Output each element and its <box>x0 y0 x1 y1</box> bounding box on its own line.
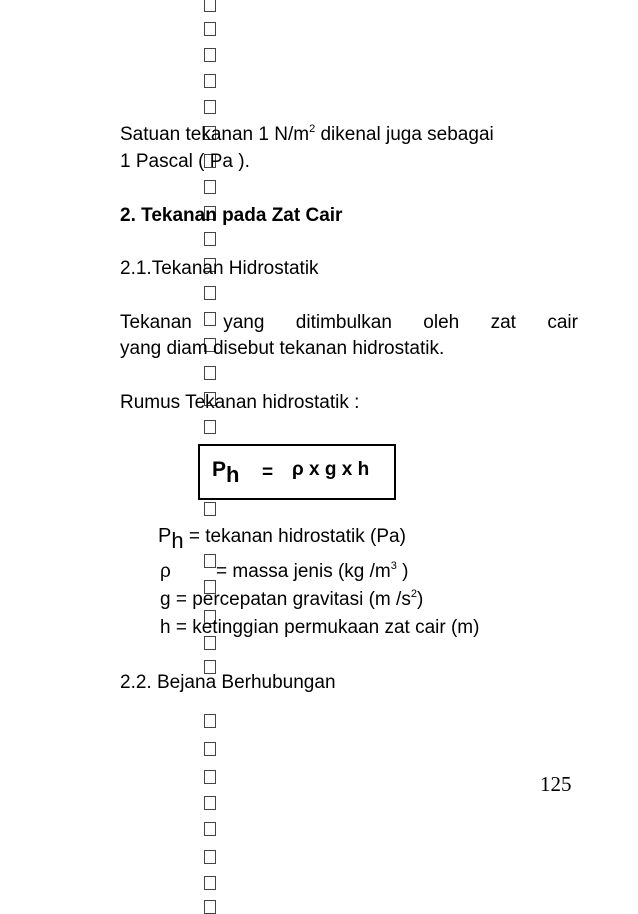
missing-glyph-icon <box>204 850 216 864</box>
word: yang <box>223 312 265 333</box>
formula-lhs <box>212 456 240 487</box>
def-h: h = ketinggian permukaan zat cair (m) <box>160 617 480 638</box>
satuan-text-suffix: dikenal juga sebagai <box>315 124 494 145</box>
superscript-2: 2 <box>309 123 316 135</box>
section-2-heading: 2. Tekanan pada Zat Cair <box>120 205 343 226</box>
missing-glyph-icon <box>204 180 216 194</box>
page-number: 125 <box>540 772 572 796</box>
missing-glyph-icon <box>204 822 216 836</box>
missing-glyph-icon <box>204 0 216 12</box>
missing-glyph-icon <box>204 900 216 914</box>
missing-glyph-icon <box>204 770 216 784</box>
def-g <box>160 589 423 611</box>
missing-glyph-icon <box>204 502 216 516</box>
missing-glyph-icon <box>204 796 216 810</box>
formula-box <box>198 444 396 500</box>
def-ph-text: = tekanan hidrostatik (Pa) <box>183 526 406 547</box>
missing-glyph-icon <box>204 286 216 300</box>
word: zat <box>490 312 516 333</box>
word: ditimbulkan <box>295 312 392 333</box>
def-ph-symbol: P <box>158 525 172 547</box>
formula-subscript-h: h <box>226 462 240 487</box>
missing-glyph-icon <box>204 74 216 88</box>
missing-glyph-icon <box>204 232 216 246</box>
paragraph-line-2: yang diam disebut tekanan hidrostatik. <box>120 338 445 359</box>
def-g-text: g = percepatan gravitasi (m /s <box>160 589 411 610</box>
missing-glyph-icon <box>204 22 216 36</box>
missing-glyph-icon <box>204 100 216 114</box>
formula-equals: = <box>262 462 274 483</box>
missing-glyph-icon <box>204 742 216 756</box>
formula-p: P <box>212 458 227 481</box>
superscript-3: 3 <box>390 560 397 572</box>
satuan-text: Satuan tekanan 1 N/m <box>120 124 310 145</box>
missing-glyph-icon <box>204 48 216 62</box>
rumus-label: Rumus Tekanan hidrostatik : <box>120 392 360 413</box>
word: cair <box>547 312 578 333</box>
def-g-suffix: ) <box>416 589 424 610</box>
def-ph-subscript: h <box>171 528 184 553</box>
section-2-2-heading: 2.2. Bejana Berhubungan <box>120 672 336 693</box>
def-ph <box>158 522 406 553</box>
def-rho-symbol: ρ <box>160 561 171 582</box>
satuan-line-1 <box>120 124 494 146</box>
section-2-1-heading: 2.1.Tekanan Hidrostatik <box>120 258 319 279</box>
formula-rhs: ρ x g x h <box>292 459 370 480</box>
word: oleh <box>423 312 460 333</box>
missing-glyph-icon <box>204 554 216 568</box>
def-rho-text: = massa jenis (kg /m <box>216 561 391 582</box>
word: Tekanan <box>120 312 192 333</box>
missing-glyph-icon <box>204 366 216 380</box>
superscript-2: 2 <box>410 588 417 600</box>
satuan-line-2: 1 Pascal ( Pa ). <box>120 151 250 172</box>
def-rho <box>216 561 408 583</box>
missing-glyph-icon <box>204 714 216 728</box>
paragraph-line-1 <box>120 312 578 334</box>
missing-glyph-icon <box>204 420 216 434</box>
missing-glyph-icon <box>204 876 216 890</box>
def-rho-suffix: ) <box>396 561 409 582</box>
